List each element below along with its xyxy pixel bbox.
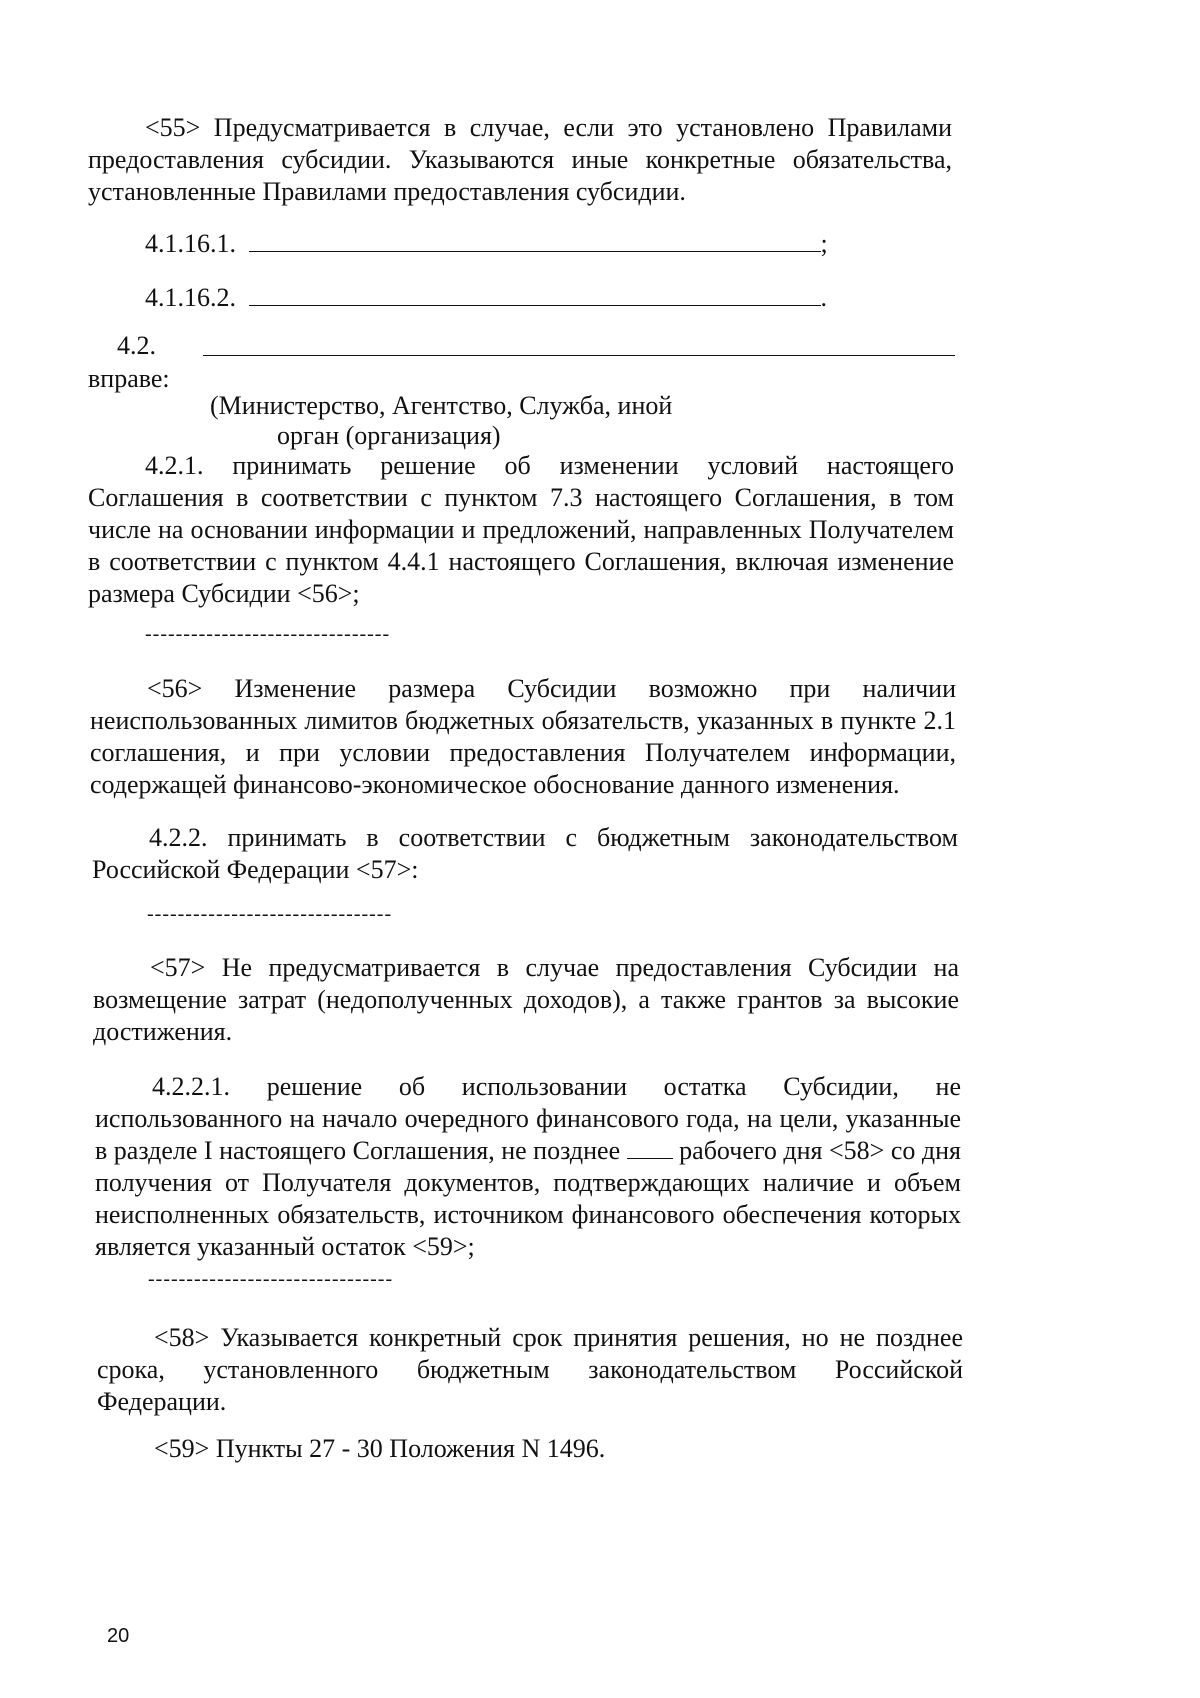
item-number: 4.1.16.2. bbox=[145, 283, 236, 312]
item-4-1-16-2 bbox=[145, 282, 827, 314]
footnote-separator: -------------------------------- bbox=[147, 903, 393, 925]
footnote-separator: -------------------------------- bbox=[145, 623, 391, 645]
item-end-punct: . bbox=[820, 283, 827, 312]
organ-caption-line2: орган (организация) bbox=[277, 421, 501, 450]
item-4-2-word: вправе: bbox=[88, 364, 170, 393]
organ-caption-line1: (Министерство, Агентство, Служба, иной bbox=[210, 391, 673, 420]
item-4-2-2-1 bbox=[95, 1071, 961, 1263]
item-text-after: рабочего дня <58> со дня получения от Получателя документов, подтверждающих наличие и объем неисполненных обязательств, источником финансового обеспечения которых является указанный остаток <59>; bbox=[95, 1136, 961, 1261]
item-number: 4.1.16.1. bbox=[145, 229, 236, 258]
blank-field-organ bbox=[203, 355, 955, 356]
page-number: 20 bbox=[107, 1625, 130, 1647]
item-text-before: 4.2.2.1. решение об использовании остатка Субсидии, не использованного на начало очередного финансового года, на цели, указанные в разделе I настоящего Соглашения, не позднее bbox=[95, 1072, 961, 1165]
item-end-punct: ; bbox=[820, 229, 828, 258]
blank-field bbox=[249, 305, 821, 306]
footnote-55: <55> Предусматривается в случае, если это установлено Правилами предоставления субсидии. Указываются иные конкретные обязательства, установленные Правилами предоставления субсидии. bbox=[88, 113, 952, 206]
footnote-59: <59> Пункты 27 - 30 Положения N 1496. bbox=[154, 1434, 606, 1463]
footnote-58: <58> Указывается конкретный срок принятия решения, но не позднее срока, установленного бюджетным законодательством Российской Федерации. bbox=[97, 1323, 963, 1416]
footnote-separator: -------------------------------- bbox=[148, 1268, 394, 1290]
blank-field bbox=[249, 251, 821, 252]
item-4-2-number: 4.2. bbox=[117, 331, 156, 360]
blank-days-field bbox=[627, 1158, 673, 1159]
item-4-1-16-1 bbox=[145, 228, 828, 260]
footnote-57: <57> Не предусматривается в случае предоставления Субсидии на возмещение затрат (недополученных доходов), а также грантов за высокие достижения. bbox=[93, 953, 959, 1046]
item-4-2-2: 4.2.2. принимать в соответствии с бюджетным законодательством Российской Федерации <57>: bbox=[92, 823, 958, 884]
item-4-2-1: 4.2.1. принимать решение об изменении условий настоящего Соглашения в соответствии с пунктом 7.3 настоящего Соглашения, в том числе на основании информации и предложений, направленных Получателем в соответствии с пунктом 4.4.1 настоящего Соглашения, включая изменение размера Субсидии <56>; bbox=[88, 451, 954, 608]
footnote-56: <56> Изменение размера Субсидии возможно при наличии неиспользованных лимитов бюджетных обязательств, указанных в пункте 2.1 соглашения, и при условии предоставления Получателем информации, содержащей финансово-экономическое обоснование данного изменения. bbox=[90, 674, 956, 799]
